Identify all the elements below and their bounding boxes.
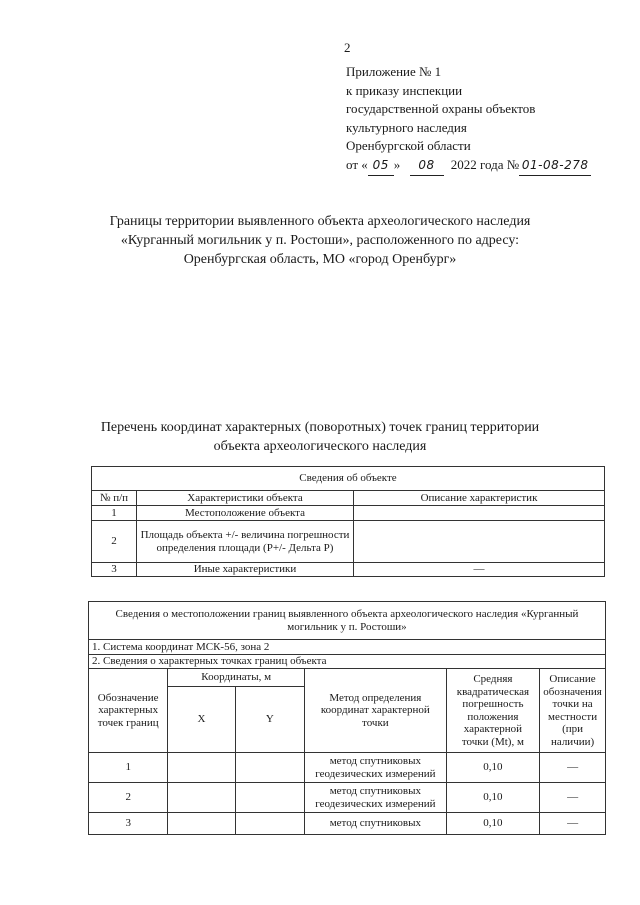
point-x [168,783,235,813]
column-header: Метод определения координат характерной точки [305,669,447,753]
title-line: «Курганный могильник у п. Ростоши», расположенного по адресу: [120,233,520,248]
point-error: 0,10 [446,753,539,783]
point-y [235,783,304,813]
title-line: объекта археологического наследия [213,439,427,454]
points-header: 2. Сведения о характерных точках границ объекта [89,655,606,669]
point-x [168,753,235,783]
row-number: 2 [92,521,137,563]
column-header-y: Y [235,687,304,753]
column-header: Координаты, м [168,669,305,687]
table-row [92,506,605,521]
column-header: Характеристики объекта [137,491,354,506]
object-info-table [91,466,605,577]
point-method: метод спутниковых [305,813,447,835]
table-row [92,563,605,577]
table-row [89,783,606,813]
point-id: 3 [89,813,168,835]
column-header: № п/п [92,491,137,506]
coordinates-table [88,601,606,835]
appendix-line: государственной охраны объектов [346,101,536,117]
appendix-line: Оренбургской области [346,138,471,154]
date-month: 08 [410,156,444,176]
point-method: метод спутниковых геодезических измерений [305,753,447,783]
point-y [235,813,304,835]
row-description [354,506,605,521]
appendix-date-line [346,156,591,176]
table-header: Сведения о местоположении границ выявленного объекта археологического наследия «Курганный могильник у п. Ростоши» [89,602,606,640]
appendix-line: культурного наследия [346,119,467,135]
date-year: 2022 года № [450,156,520,172]
point-id: 2 [89,783,168,813]
row-characteristic: Площадь объекта +/- величина погрешности определения площади (P+/- Дельта P) [137,521,354,563]
column-header: Описание обозначения точки на местности (при наличии) [540,669,606,753]
date-prefix: от « [346,156,368,172]
point-error: 0,10 [446,783,539,813]
order-number: 01-08-278 [519,156,591,176]
column-header: Средняя квадратическая погрешность положения характерной точки (Mt), м [446,669,539,753]
row-number: 3 [92,563,137,577]
point-y [235,753,304,783]
table-row [92,521,605,563]
appendix-block [346,63,591,176]
point-method: метод спутниковых геодезических измерений [305,783,447,813]
table-row [89,753,606,783]
coordinate-system: 1. Система координат МСК-56, зона 2 [89,640,606,655]
row-description [354,521,605,563]
title-line: Оренбургская область, МО «город Оренбург» [183,252,457,267]
section-title [60,418,580,456]
column-header: Обозначение характерных точек границ [89,669,168,753]
title-line: Границы территории выявленного объекта археологического наследия [109,214,531,229]
row-number: 1 [92,506,137,521]
row-characteristic: Местоположение объекта [137,506,354,521]
appendix-line: к приказу инспекции [346,82,463,98]
column-header: Описание характеристик [354,491,605,506]
table-header: Сведения об объекте [92,467,605,491]
point-error: 0,10 [446,813,539,835]
point-description: — [540,753,606,783]
point-id: 1 [89,753,168,783]
point-description: — [540,813,606,835]
date-day: 05 [368,156,394,176]
column-header-x: X [168,687,235,753]
row-characteristic: Иные характеристики [137,563,354,577]
document-title [60,212,580,269]
page-number: 2 [344,40,351,55]
title-line: Перечень координат характерных (поворотных) точек границ территории [100,420,540,435]
appendix-line: Приложение № 1 [346,64,442,79]
row-description: — [354,563,605,577]
date-mid: » [393,156,401,172]
table-row [89,813,606,835]
point-x [168,813,235,835]
point-description: — [540,783,606,813]
